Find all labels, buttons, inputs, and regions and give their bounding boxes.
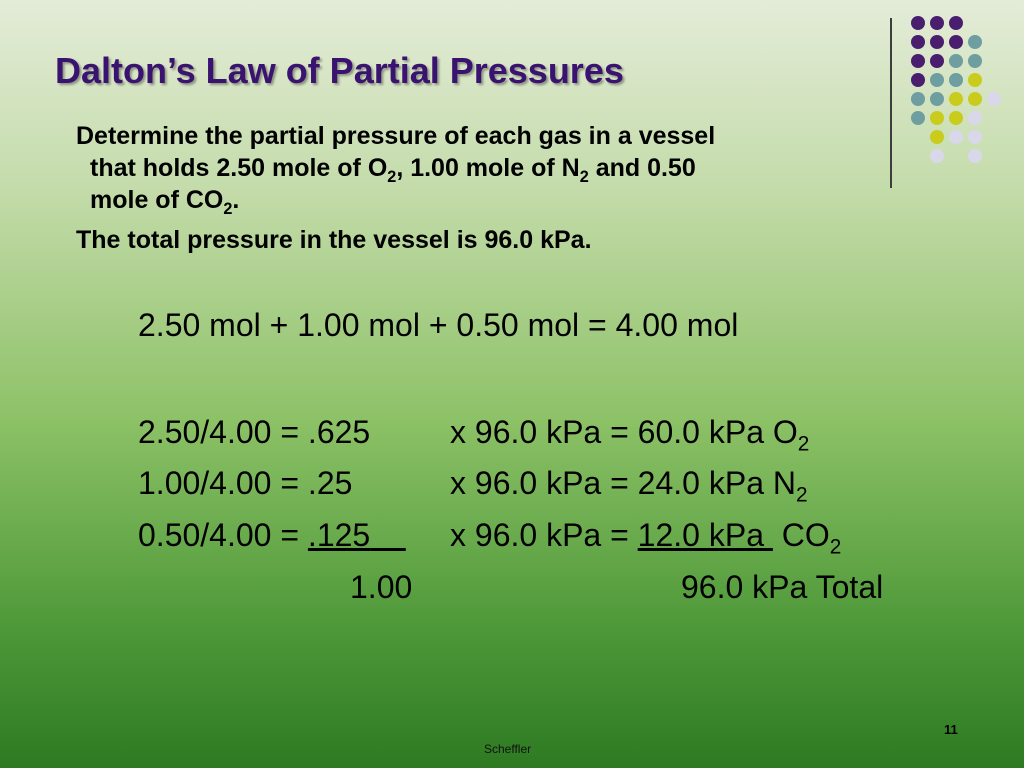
mole-fraction [138,516,450,554]
problem-line-2 [76,152,942,184]
decor-dot [968,35,982,49]
subscript: 2 [387,168,397,186]
decor-dot [911,73,925,87]
text-span: mole of CO [90,186,224,214]
decor-dot [930,35,944,49]
decor-dot [911,16,925,30]
slide-number: 11 [944,722,958,737]
decor-dot [949,111,963,125]
problem-line-1: Determine the partial pressure of each gas in a vessel [76,122,716,150]
underlined-fraction [308,517,406,553]
mole-fraction: 2.50/4.00 = .625 [138,414,371,450]
underlined-pressure [638,517,773,553]
total-fraction: 1.00 [350,569,413,605]
mole-sum-line: 2.50 mol + 1.00 mol + 0.50 mol = 4.00 mol [138,307,739,343]
footer-author: Scheffler [484,742,532,756]
subscript: 2 [223,200,233,218]
decor-dot [930,54,944,68]
problem-question [62,120,942,216]
decor-dot [968,54,982,68]
decor-dot [949,16,963,30]
decor-dot [949,130,963,144]
decor-dot [949,35,963,49]
calc-row-co2 [138,516,842,559]
partial-pressure: x 96.0 kPa = 60.0 kPa O [450,414,798,450]
calc-row-o2 [138,413,810,456]
text-span: x 96.0 kPa = [450,517,638,553]
decor-dot [949,54,963,68]
mole-fraction: 1.00/4.00 = .25 [138,465,353,501]
decor-dot [987,92,1001,106]
decor-dot [949,92,963,106]
decor-dot [968,149,982,163]
decor-dot [968,73,982,87]
decor-dot [911,92,925,106]
total-pressure-statement: The total pressure in the vessel is 96.0 kPa. [76,226,592,254]
decor-dot [930,92,944,106]
decor-dot [911,35,925,49]
subscript: 2 [795,483,808,507]
decor-dot [949,73,963,87]
text-span: , 1.00 mole of N [396,154,580,182]
subscript: 2 [829,535,842,559]
subscript: 2 [797,432,810,456]
text-span: CO [772,517,830,553]
problem-statement [62,120,942,256]
text-span: that holds 2.50 mole of O [90,154,388,182]
partial-pressure: x 96.0 kPa = 24.0 kPa N [450,465,796,501]
text-span: and 0.50 [588,154,696,182]
decor-dot [968,92,982,106]
decor-dot [911,54,925,68]
subscript: 2 [579,168,589,186]
decor-dot [930,73,944,87]
decor-dot [968,111,982,125]
decor-dot [930,16,944,30]
text-span: .125 [307,517,371,553]
text-span: . [232,186,240,214]
calc-row-n2 [138,464,808,507]
text-span: 12.0 kPa [637,517,764,553]
slide-title: Dalton’s Law of Partial Pressures [55,50,624,91]
total-pressure: 96.0 kPa Total [681,569,884,605]
text-span: 0.50/4.00 = [138,517,308,553]
decor-dot [968,130,982,144]
problem-line-3 [76,184,942,216]
